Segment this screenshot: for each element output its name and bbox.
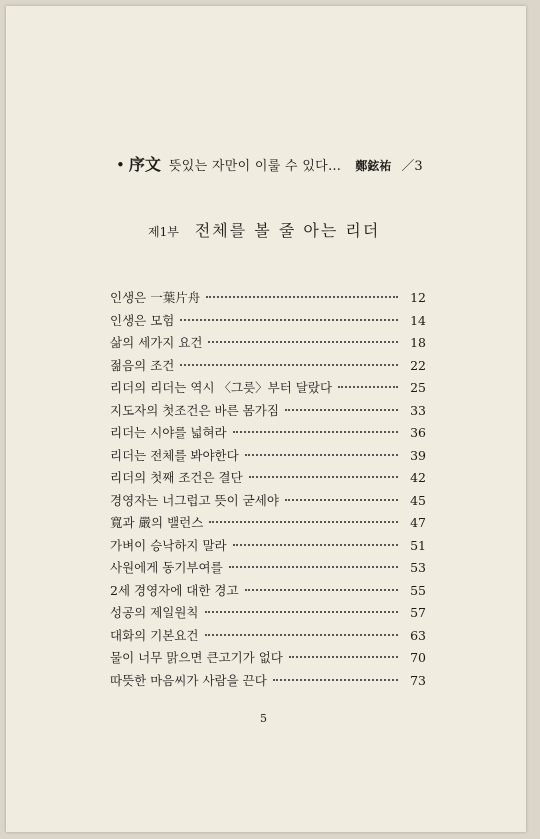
book-page bbox=[6, 6, 526, 832]
toc-entry-page: 63 bbox=[410, 627, 426, 643]
toc-entry-title: 성공의 제일원칙 bbox=[110, 605, 199, 620]
toc-entry bbox=[110, 581, 426, 604]
dot-leader bbox=[249, 476, 398, 478]
dot-leader bbox=[180, 319, 398, 321]
toc-entry bbox=[110, 536, 426, 559]
toc-entry-page: 73 bbox=[410, 672, 426, 688]
dot-leader bbox=[285, 409, 398, 411]
toc-entry bbox=[110, 356, 426, 379]
toc-entry-page: 36 bbox=[410, 425, 426, 440]
toc-entry-page: 18 bbox=[410, 335, 426, 350]
toc-entry-title: 물이 너무 맑으면 큰고기가 없다 bbox=[110, 650, 283, 665]
toc-entry-title: 삶의 세가지 요건 bbox=[110, 335, 203, 350]
preface-author: 鄭鉉祐 bbox=[355, 159, 392, 173]
toc-entry-title: 리더는 시야를 넓혀라 bbox=[110, 425, 227, 440]
dot-leader bbox=[338, 386, 398, 388]
toc-entry bbox=[110, 491, 426, 514]
toc-entry-title: 젊음의 조건 bbox=[110, 357, 175, 373]
dot-leader bbox=[233, 431, 398, 433]
preface-line bbox=[116, 152, 423, 175]
toc-entry bbox=[110, 468, 426, 491]
toc-entry bbox=[110, 423, 426, 446]
toc-entry-page: 25 bbox=[410, 380, 426, 395]
dot-leader bbox=[205, 634, 399, 636]
toc-entry bbox=[110, 626, 426, 649]
toc-entry bbox=[110, 603, 426, 626]
part-heading bbox=[148, 218, 380, 241]
toc-entry-title: 리더의 리더는 역시 〈그릇〉부터 달랐다 bbox=[110, 380, 333, 395]
toc-entry bbox=[110, 446, 426, 469]
toc-entry bbox=[110, 401, 426, 424]
toc-entry-page: 51 bbox=[410, 537, 426, 553]
dot-leader bbox=[209, 521, 398, 523]
toc-entry-title: 경영자는 너그럽고 뜻이 굳세야 bbox=[110, 492, 279, 508]
page-number: 5 bbox=[260, 712, 267, 725]
dot-leader bbox=[208, 341, 398, 343]
bullet-icon: • bbox=[116, 156, 125, 174]
toc-entry-page: 22 bbox=[410, 357, 426, 373]
toc-entry-title: 인생은 모험 bbox=[110, 312, 175, 328]
toc-entry-page: 12 bbox=[410, 290, 426, 305]
toc-entry bbox=[110, 333, 426, 356]
toc-entry-page: 55 bbox=[410, 582, 426, 598]
toc-entry-page: 57 bbox=[410, 605, 426, 620]
toc-entry-title: 대화의 기본요건 bbox=[110, 627, 199, 643]
table-of-contents bbox=[110, 288, 426, 693]
dot-leader bbox=[180, 364, 398, 366]
toc-entry-page: 33 bbox=[410, 402, 426, 418]
toc-entry-title: 따뜻한 마음씨가 사람을 끈다 bbox=[110, 672, 267, 688]
dot-leader bbox=[289, 656, 398, 658]
toc-entry-page: 70 bbox=[410, 650, 426, 665]
preface-title: 뜻있는 자만이 이룰 수 있다… bbox=[168, 159, 342, 174]
dot-leader bbox=[233, 544, 398, 546]
toc-entry-title: 가벼이 승낙하지 말라 bbox=[110, 537, 227, 553]
toc-entry-page: 53 bbox=[410, 560, 426, 575]
dot-leader bbox=[229, 566, 398, 568]
toc-entry bbox=[110, 378, 426, 401]
toc-entry-title: 인생은 一葉片舟 bbox=[110, 290, 201, 305]
toc-entry bbox=[110, 648, 426, 671]
toc-entry-page: 42 bbox=[410, 470, 426, 485]
toc-entry bbox=[110, 311, 426, 334]
toc-entry-page: 14 bbox=[410, 312, 426, 328]
part-label: 제1부 bbox=[148, 225, 179, 239]
dot-leader bbox=[245, 454, 398, 456]
toc-entry bbox=[110, 288, 426, 311]
toc-entry bbox=[110, 513, 426, 536]
toc-entry-title: 리더는 전체를 봐야한다 bbox=[110, 447, 239, 463]
preface-page: ／3 bbox=[401, 159, 423, 174]
dot-leader bbox=[206, 296, 398, 298]
dot-leader bbox=[273, 679, 398, 681]
toc-entry-title: 리더의 첫째 조건은 결단 bbox=[110, 470, 243, 485]
toc-entry-title: 지도자의 첫조건은 바른 몸가짐 bbox=[110, 402, 279, 418]
dot-leader bbox=[245, 589, 398, 591]
toc-entry-page: 47 bbox=[410, 515, 426, 530]
dot-leader bbox=[285, 499, 398, 501]
part-title: 전체를 볼 줄 아는 리더 bbox=[194, 221, 381, 240]
dot-leader bbox=[205, 611, 399, 613]
toc-entry-title: 寬과 嚴의 밸런스 bbox=[110, 515, 204, 530]
toc-entry-page: 39 bbox=[410, 447, 426, 463]
preface-label: 序文 bbox=[128, 155, 161, 174]
toc-entry bbox=[110, 558, 426, 581]
toc-entry-page: 45 bbox=[410, 492, 426, 508]
toc-entry bbox=[110, 671, 426, 694]
toc-entry-title: 사원에게 동기부여를 bbox=[110, 560, 223, 575]
toc-entry-title: 2세 경영자에 대한 경고 bbox=[110, 582, 239, 598]
